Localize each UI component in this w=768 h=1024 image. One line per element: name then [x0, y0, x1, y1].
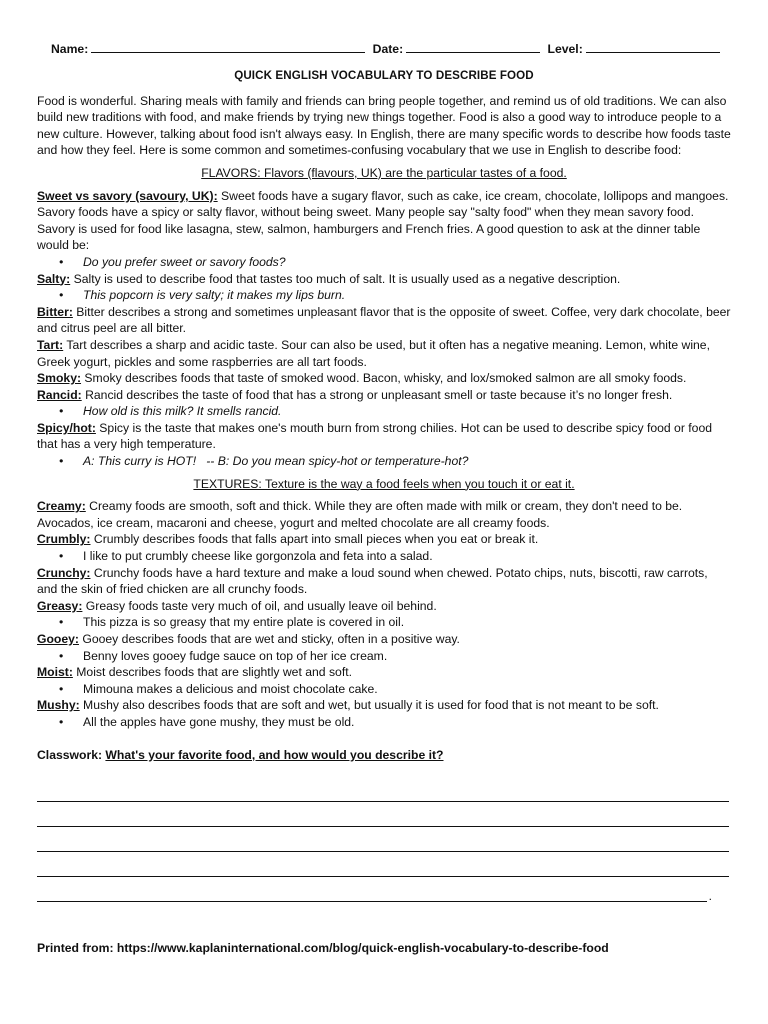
entry-crumbly [37, 531, 731, 564]
term-greasy: Greasy: [37, 598, 83, 613]
classwork-label: Classwork: [37, 747, 106, 762]
printed-from-footer: Printed from: https://www.kaplaninternational.com/blog/quick-english-vocabulary-to-describe-food [37, 941, 609, 956]
term-spicy-hot: Spicy/hot: [37, 420, 96, 435]
term-crumbly: Crumbly: [37, 532, 91, 547]
answer-line[interactable] [37, 827, 729, 852]
entry-creamy [37, 498, 731, 531]
term-gooey: Gooey: [37, 632, 79, 646]
definition-sweet-vs-savory: Sweet foods have a sugary flavor, such as cake, ice cream, chocolate, lollipops and mangoes. Savory foods have a spicy or salty flavor, without being sweet. Many people say "salty food" when they mean savory food. Savory is used for food like lasagna, stew, salmon, hamburgers and French fries. A good question to ask at the dinner table would be: [37, 188, 729, 253]
entry-tart [37, 337, 731, 370]
date-blank [406, 40, 540, 53]
entry-moist [37, 664, 731, 697]
example-sweet-vs-savory: • Do you prefer sweet or savory foods? [37, 254, 731, 271]
entry-sweet-vs-savory [37, 188, 731, 271]
term-moist: Moist: [37, 665, 73, 680]
example-moist: • Mimouna makes a delicious and moist chocolate cake. [37, 681, 731, 698]
worksheet-page [37, 40, 731, 957]
definition-crumbly: Crumbly describes foods that falls apart into small pieces when you eat or break it. [90, 532, 539, 547]
definition-spicy-hot: Spicy is the taste that makes one's mouth burn from strong chilies. Hot can be used to describe spicy food or food that has a very high temperature. [37, 420, 713, 452]
date-label: Date: [372, 42, 404, 56]
entry-mushy [37, 697, 731, 730]
term-crunchy: Crunchy: [37, 565, 91, 580]
term-salty: Salty: [37, 271, 71, 286]
definition-crunchy: Crunchy foods have a hard texture and make a loud sound when chewed. Potato chips, nuts, biscotti, raw carrots, and the skin of fried chicken are all crunchy foods. [37, 565, 708, 597]
name-blank [91, 40, 365, 53]
name-label: Name: [51, 42, 89, 56]
classwork-question: What's your favorite food, and how would you describe it? [105, 747, 444, 762]
entry-greasy [37, 598, 731, 631]
definition-mushy: Mushy also describes foods that are soft and wet, but usually it is used for food that is not meant to be soft. [79, 698, 659, 713]
entry-gooey [37, 631, 731, 664]
term-bitter: Bitter: [37, 304, 73, 319]
example-mushy: • All the apples have gone mushy, they must be old. [37, 714, 731, 731]
header-fields [51, 40, 731, 58]
classwork-prompt [37, 747, 731, 764]
definition-smoky: Smoky describes foods that taste of smoked wood. Bacon, whisky, and lox/smoked salmon are all smoky foods. [81, 371, 687, 386]
definition-moist: Moist describes foods that are slightly wet and soft. [72, 665, 352, 680]
worksheet-title: QUICK ENGLISH VOCABULARY TO DESCRIBE FOOD [234, 69, 534, 82]
definition-rancid: Rancid describes the taste of food that has a strong or unpleasant smell or taste because it’s no longer fresh. [81, 387, 673, 402]
example-gooey: • Benny loves gooey fudge sauce on top of her ice cream. [37, 648, 731, 665]
entry-salty [37, 271, 731, 304]
flavors-heading [37, 165, 731, 182]
example-salty: • This popcorn is very salty; it makes my lips burn. [37, 287, 731, 304]
answer-lines [37, 777, 731, 902]
example-greasy: • This pizza is so greasy that my entire plate is covered in oil. [37, 614, 731, 631]
answer-line[interactable] [37, 802, 729, 827]
term-smoky: Smoky: [37, 371, 82, 386]
end-period: . [708, 888, 712, 903]
textures-heading [37, 476, 731, 493]
date-field [373, 40, 544, 58]
definition-tart: Tart describes a sharp and acidic taste. Sour can also be used, but it often has a negative meaning. Lemon, white wine, Greek yogurt, pickles and some raspberries are all tart foods. [37, 337, 710, 369]
definition-creamy: Creamy foods are smooth, soft and thick. While they are often made with milk or cream, they don't need to be. Avocados, ice cream, macaroni and cheese, yogurt and melted chocolate are all creamy foods. [37, 499, 683, 530]
flavors-list [37, 188, 731, 470]
term-creamy: Creamy: [37, 499, 86, 514]
term-mushy: Mushy: [37, 698, 80, 713]
answer-line[interactable] [37, 852, 729, 877]
example-rancid: • How old is this milk? It smells rancid. [37, 403, 731, 420]
answer-line[interactable] [37, 877, 712, 903]
textures-list [37, 498, 731, 730]
entry-spicy-hot [37, 420, 731, 470]
level-blank [586, 40, 720, 53]
answer-line[interactable] [37, 777, 729, 802]
definition-gooey: Gooey describes foods that are wet and sticky, often in a positive way. [78, 632, 460, 646]
entry-bitter [37, 304, 731, 337]
entry-rancid [37, 387, 731, 420]
name-field [51, 40, 369, 58]
level-label: Level: [547, 42, 583, 56]
term-rancid: Rancid: [37, 387, 82, 402]
entry-crunchy [37, 565, 731, 598]
term-tart: Tart: [37, 337, 64, 352]
level-field [548, 40, 724, 58]
definition-salty: Salty is used to describe food that tastes too much of salt. It is usually used as a negative description. [70, 271, 621, 286]
intro-paragraph: Food is wonderful. Sharing meals with family and friends can bring people together, and remind us of old traditions. We can also build new traditions with food, and make friends by trying new things together. Food is also a good way to introduce people to a new culture. However, talking about food isn't always easy. In English, there are many specific words to describe how foods taste and how they feel. Here is some common and sometimes-confusing vocabulary that we use in English to describe food: [37, 93, 731, 158]
textures-heading-text: TEXTURES: Texture is the way a food feels when you touch it or eat it. [193, 476, 575, 491]
definition-greasy: Greasy foods taste very much of oil, and usually leave oil behind. [82, 598, 437, 613]
example-crumbly: • I like to put crumbly cheese like gorgonzola and feta into a salad. [37, 548, 731, 565]
flavors-heading-text: FLAVORS: Flavors (flavours, UK) are the particular tastes of a food. [201, 165, 567, 180]
definition-bitter: Bitter describes a strong and sometimes unpleasant flavor that is the opposite of sweet. Coffee, very dark chocolate, beer and citrus peel are all bitter. [37, 304, 731, 336]
example-spicy-hot: • A: This curry is HOT! -- B: Do you mean spicy-hot or temperature-hot? [37, 453, 731, 470]
entry-smoky [37, 370, 731, 387]
term-sweet-vs-savory: Sweet vs savory (savoury, UK): [37, 188, 218, 203]
